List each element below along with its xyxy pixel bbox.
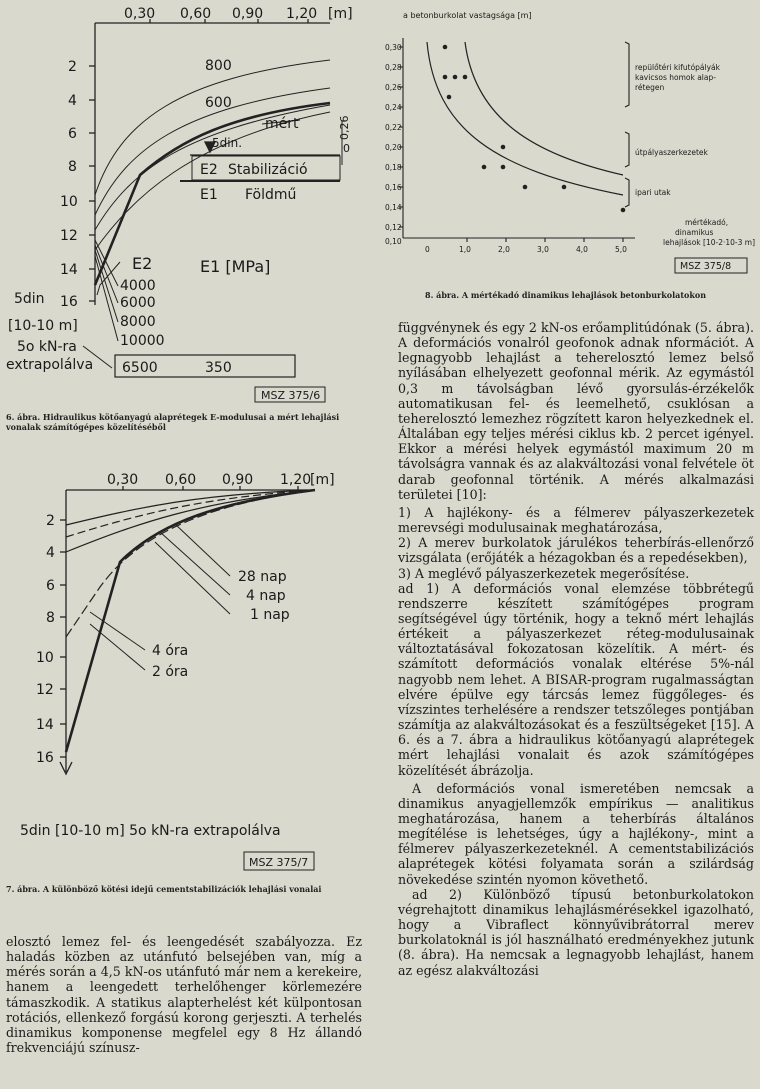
fig6-ytick: 12 <box>60 228 78 244</box>
fig6-e2-label: E2 <box>200 162 218 178</box>
fig6-legend-e2: E2 <box>132 254 153 273</box>
fig7-curve-label: 28 nap <box>238 569 287 585</box>
figure-7-caption: 7. ábra. A különböző kötési idejű cementstabilizációk lehajlási vonalai <box>6 884 322 894</box>
fig7-xtick: 0,60 <box>165 472 197 488</box>
right-paragraph: ad 2) Különböző típusú betonburkolatokon végrehajtott dinamikus lehajlásmérésekkel igazolható, hogy a Vibraflect könnyűvibrátorral merev burkolatoknál is jól használható eredményekhez jutunk (8. ábra). Ha nemcsak a legnagyobb lehajlást, hanem az egész alakváltozási <box>398 886 754 978</box>
fig8-x-axis-label: mértékadó, dinamikus lehajlások [10-2·10-3 m] <box>663 218 756 247</box>
figure-6-chart <box>0 0 370 405</box>
fig6-curve-label: 800 <box>205 58 232 74</box>
fig6-legend-value: 4000 <box>120 278 156 294</box>
fig6-e1-label: E1 <box>200 187 218 203</box>
left-column-text <box>6 934 362 1055</box>
figure-6-caption: 6. ábra. Hidraulikus kötőanyagú alaprétegek E-modulusai a mért lehajlási vonalak számítógépes közelítéséből <box>6 412 340 432</box>
right-paragraph: függvénynek és egy 2 kN-os erőamplitúdónak (5. ábra). A deformációs vonalról geofonok adnak nformációt. A legnagyobb lehajlást a teherelosztó lemez belső nyílásában elhelyezett geofonnal mérik. Az egymástól 0,3 m távolságban lévő gyorsulás-érzékelők automatikusan fel- és leemelhető, csuklósan a teherelosztó lemezhez rögzített karon helyezkednek el. Általában egy teljes mérési ciklus kb. 2 percet igényel. Ekkor a mérési helyek egymástól maximum 20 m távolságra vannak és az alakváltozási vonal felvétele öt darab geofonnal történik. A mérés alkalmazási területei [10]: <box>398 320 754 502</box>
fig7-ytick: 8 <box>46 610 55 626</box>
fig7-curve-label: 4 nap <box>246 588 286 604</box>
fig8-ytick: 0,10 <box>385 237 402 246</box>
right-list-item: 3) A meglévő pályaszerkezetek megerősítése. <box>398 565 690 581</box>
fig7-ytick: 10 <box>36 650 54 666</box>
fig7-ytick: 14 <box>36 717 54 733</box>
fig8-title: a betonburkolat vastagsága [m] <box>403 11 532 20</box>
fig6-stab-label: Stabilizáció <box>228 162 308 178</box>
fig6-5din-label: 5din. <box>212 136 243 150</box>
fig7-ytick: 16 <box>36 750 54 766</box>
fig8-ytick: 0,26 <box>385 83 402 92</box>
fig8-ytick: 0,12 <box>385 223 402 232</box>
figure-8 <box>385 0 760 305</box>
fig6-y-unit: [10-10 m] <box>8 318 78 334</box>
right-paragraph: ad 1) A deformációs vonal elemzése többrétegű rendszerre készített számítógépes program segítségével úgy történik, hogy a teknő mért lehajlás értékeit a pályaszerkezet réteg-modulusainak változtatásával fokozatosan közelítik. A mért- és számított deformációs vonalak eltérése 5%-nál nagyobb nem lehet. A BISAR-program rugalmasságtan elvére épülve egy tárcsás lemez függőleges- és vízszintes terhelésére a rendszer tetszőleges pontjában számítja az alakváltozásokat és a feszültségeket [15]. A 6. és a 7. ábra a hidraulikus kötőanyagú alaprétegek mért lehajlási vonalait és azok számítógépes közelítését ábrázolja. <box>398 580 754 778</box>
fig6-ytick: 2 <box>68 59 77 75</box>
fig8-data-points <box>443 45 626 213</box>
fig7-x-unit: [m] <box>310 472 335 488</box>
fig8-code: MSZ 375/8 <box>680 261 732 272</box>
fig8-brace-label: ipari utak <box>635 188 671 197</box>
fig6-xtick: 0,30 <box>124 6 156 22</box>
fig6-x-unit: [m] <box>328 6 353 22</box>
fig8-xtick: 4,0 <box>576 245 588 254</box>
fig7-curve-label: 4 óra <box>152 643 189 659</box>
fig7-ytick: 6 <box>46 578 55 594</box>
fig7-xtick: 0,90 <box>222 472 254 488</box>
fig8-xtick: 1,0 <box>459 245 471 254</box>
fig8-xtick: 2,0 <box>498 245 510 254</box>
fig6-extrap: extrapolálva <box>6 357 94 373</box>
fig7-curve-1nap <box>66 490 315 552</box>
right-list-item: 1) A hajlékony- és a félmerev pályaszerkezetek merevségi modulusainak meghatározása, <box>398 504 754 536</box>
fig8-curve-lower <box>427 42 623 195</box>
figure-7 <box>0 452 370 878</box>
fig6-box-value: 6500 <box>122 360 158 376</box>
fig8-ytick: 0,18 <box>385 163 402 172</box>
fig6-xtick: 0,60 <box>180 6 212 22</box>
figure-6 <box>0 0 370 405</box>
fig6-legend-value: 10000 <box>120 333 165 349</box>
fig8-ytick: 0,20 <box>385 143 402 152</box>
fig8-ytick: 0,14 <box>385 203 402 212</box>
fig8-xtick: 5,0 <box>615 245 627 254</box>
figure-8-chart <box>385 0 760 305</box>
fig6-ytick: 14 <box>60 262 78 278</box>
fig6-legend-value: 8000 <box>120 314 156 330</box>
fig6-ytick: 6 <box>68 126 77 142</box>
fig8-ytick: 0,16 <box>385 183 402 192</box>
fig8-ytick: 0,28 <box>385 63 402 72</box>
figure-7-chart <box>0 452 370 878</box>
fig6-xtick: 1,20 <box>286 6 318 22</box>
fig7-xtick: 0,30 <box>107 472 139 488</box>
fig6-ytick: 10 <box>60 194 78 210</box>
fig6-legend-value: 6000 <box>120 295 156 311</box>
fig7-curve-label: 2 óra <box>152 664 189 680</box>
fig8-ytick: 0,24 <box>385 103 402 112</box>
fig6-ytick: 8 <box>68 159 77 175</box>
fig7-xtick: 1,20 <box>280 472 312 488</box>
left-paragraph: elosztó lemez fel- és leengedését szabályozza. Ez haladás közben az utánfutó belsejében van, míg a mérés során a 4,5 kN-os utánfutó már nem a kerekeire, hanem a leengedett terhelőhenger körlemezére támaszkodik. A statikus alapterhelést két külpontosan rotációs, ellenkező forgású korong gerjeszti. A terhelés dinamikus komponense megfelel egy 8 Hz állandó frekvenciájú színusz- <box>6 934 362 1056</box>
fig7-ytick: 2 <box>46 513 55 529</box>
fig6-curve-label: 600 <box>205 95 232 111</box>
right-paragraph: A deformációs vonal ismeretében nemcsak a dinamikus anyagjellemzők empírikus — analitikus meghatározása, hanem a teherbírás általános megítélése is lehetséges, úgy a hajlékony-, mint a félmerev pályaszerkezeteknél. A cementstabilizációs alaprétegek kötési folyamata során a szilárdság növekedése szintén nyomon követhető. <box>398 780 754 887</box>
fig8-ytick: 0,22 <box>385 123 402 132</box>
fig6-ytick: 4 <box>68 93 77 109</box>
fig8-xtick: 0 <box>425 245 430 254</box>
fig6-box-value: 350 <box>205 360 232 376</box>
fig6-ytick: 16 <box>60 294 78 310</box>
fig6-0-label: 0 <box>343 142 350 155</box>
fig6-xtick: 0,90 <box>232 6 264 22</box>
fig7-code: MSZ 375/7 <box>249 856 309 869</box>
fig6-foldmu-label: Földmű <box>245 187 297 203</box>
fig6-mert-label: mért <box>265 116 299 132</box>
fig8-ytick: 0,30 <box>385 43 402 52</box>
fig7-ytick: 12 <box>36 682 54 698</box>
right-list-item: 2) A merev burkolatok járulékos teherbírás-ellenőrző vizsgálata (erőjáték a hézagokban és a repedésekben), <box>398 535 754 566</box>
fig8-brace-label: útpályaszerkezetek <box>635 148 708 157</box>
fig6-code: MSZ 375/6 <box>261 389 321 402</box>
fig6-extrap: 5o kN-ra <box>17 339 77 355</box>
fig7-ytick: 4 <box>46 545 55 561</box>
fig8-brace-label: repülőtéri kifutópályák kavicsos homok alap- rétegen <box>635 63 720 92</box>
fig8-xtick: 3,0 <box>537 245 549 254</box>
fig6-y-unit: 5din <box>14 291 45 307</box>
fig7-curve-label: 1 nap <box>250 607 290 623</box>
fig8-curve-upper <box>465 42 623 175</box>
right-column-text <box>398 320 754 978</box>
fig7-curve-4nap <box>66 490 315 537</box>
fig7-y-axis-label: 5din [10-10 m] 5o kN-ra extrapolálva <box>20 823 281 839</box>
figure-8-caption: 8. ábra. A mértékadó dinamikus lehajlások betonburkolatokon <box>425 290 707 300</box>
fig6-legend-e1: E1 [MPa] <box>200 257 271 276</box>
fig6-026-label: 0,26 <box>338 115 351 140</box>
